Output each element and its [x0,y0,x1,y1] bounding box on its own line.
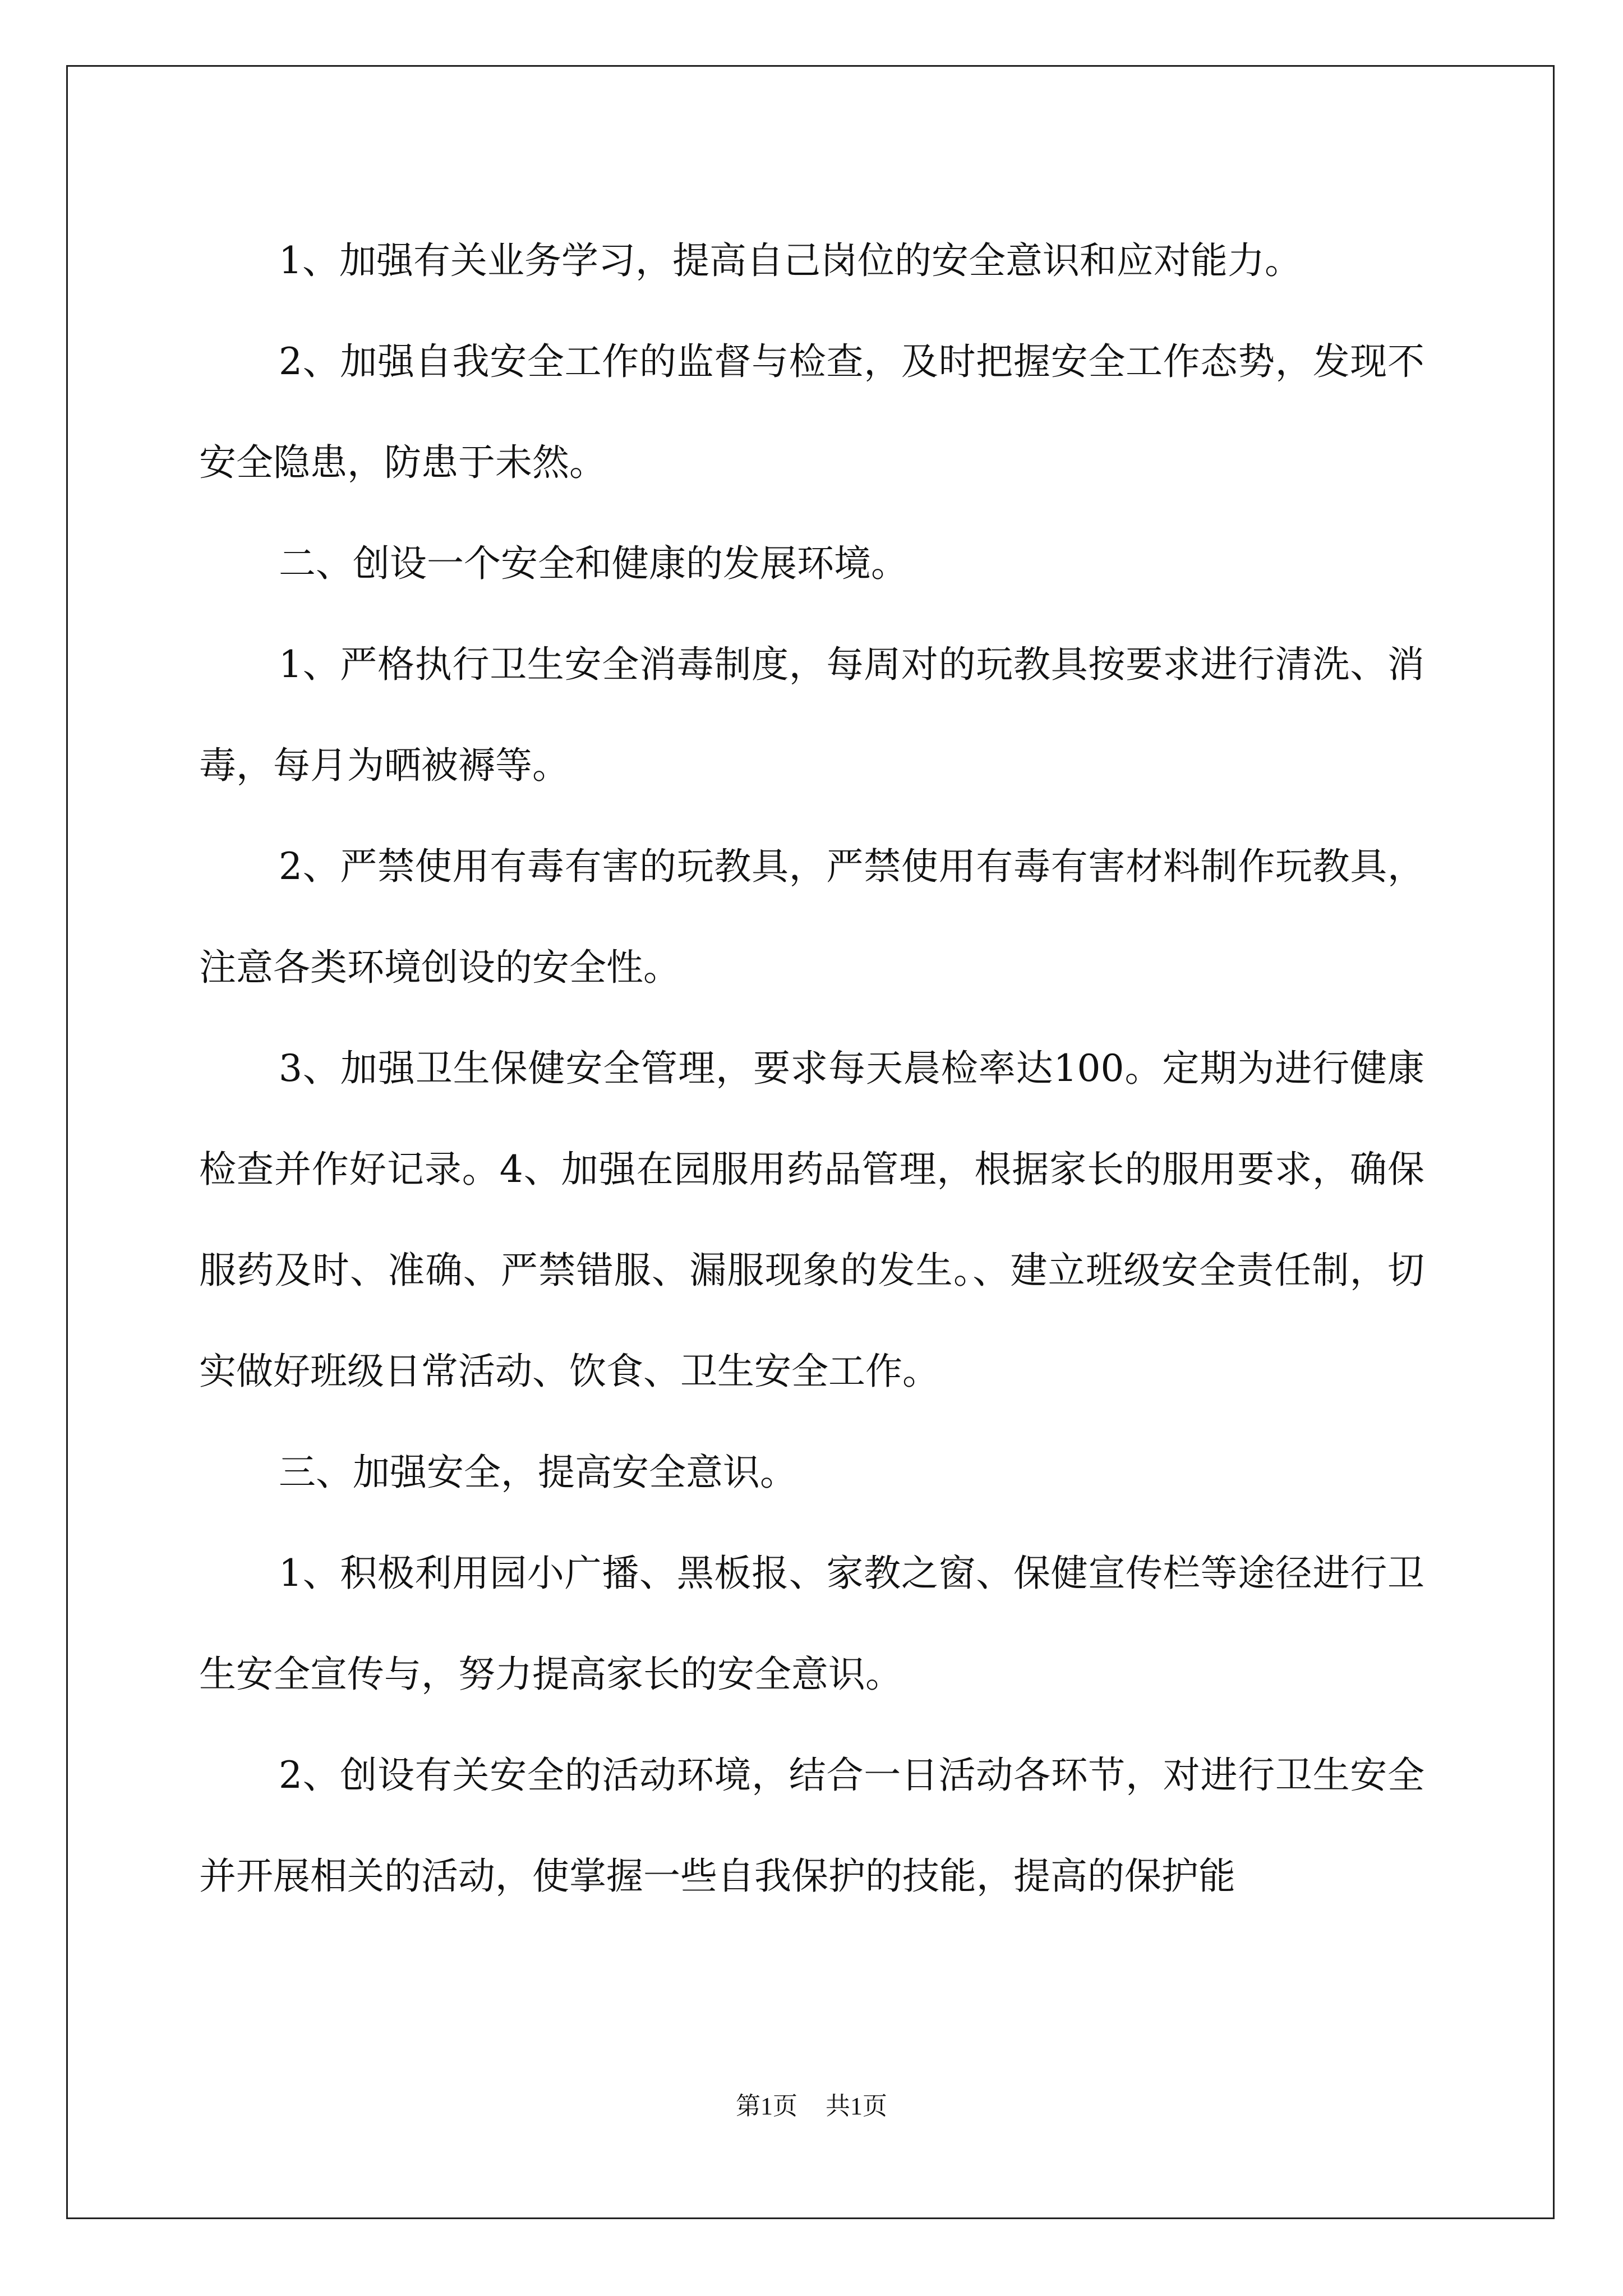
section-heading-2: 二、创设一个安全和健康的发展环境。 [279,542,908,585]
paragraph-2: 2、加强自我安全工作的监督与检查，及时把握安全工作态势，发现不安全隐患，防患于未然。 [199,340,1424,484]
section-heading-3: 三、加强安全，提高安全意识。 [279,1451,797,1494]
page-footer [0,2090,1623,2123]
paragraph-6: 1、积极利用园小广播、黑板报、家教之窗、保健宣传栏等途径进行卫生安全宣传与，努力提高家长的安全意识。 [199,1552,1424,1696]
paragraph-4: 2、严禁使用有毒有害的玩教具，严禁使用有毒有害材料制作玩教具，注意各类环境创设的安全性。 [199,845,1424,989]
paragraph-5: 3、加强卫生保健安全管理，要求每天晨检率达100。定期为进行健康检查并作好记录。4、加强在园服用药品管理，根据家长的服用要求，确保服药及时、准确、严禁错服、漏服现象的发生。、建立班级安全责任制，切实做好班级日常活动、饮食、卫生安全工作。 [199,1047,1424,1393]
paragraph-1: 1、加强有关业务学习，提高自己岗位的安全意识和应对能力。 [279,239,1302,282]
paragraph-3: 1、严格执行卫生安全消毒制度，每周对的玩教具按要求进行清洗、消毒，每月为晒被褥等。 [199,643,1424,787]
paragraph-7: 2、创设有关安全的活动环境，结合一日活动各环节，对进行卫生安全并开展相关的活动，使掌握一些自我保护的技能，提高的保护能 [199,1754,1424,1898]
page-total: 共1页 [826,2092,887,2120]
document-body [199,210,1424,1927]
page-number: 第1页 [736,2092,797,2120]
